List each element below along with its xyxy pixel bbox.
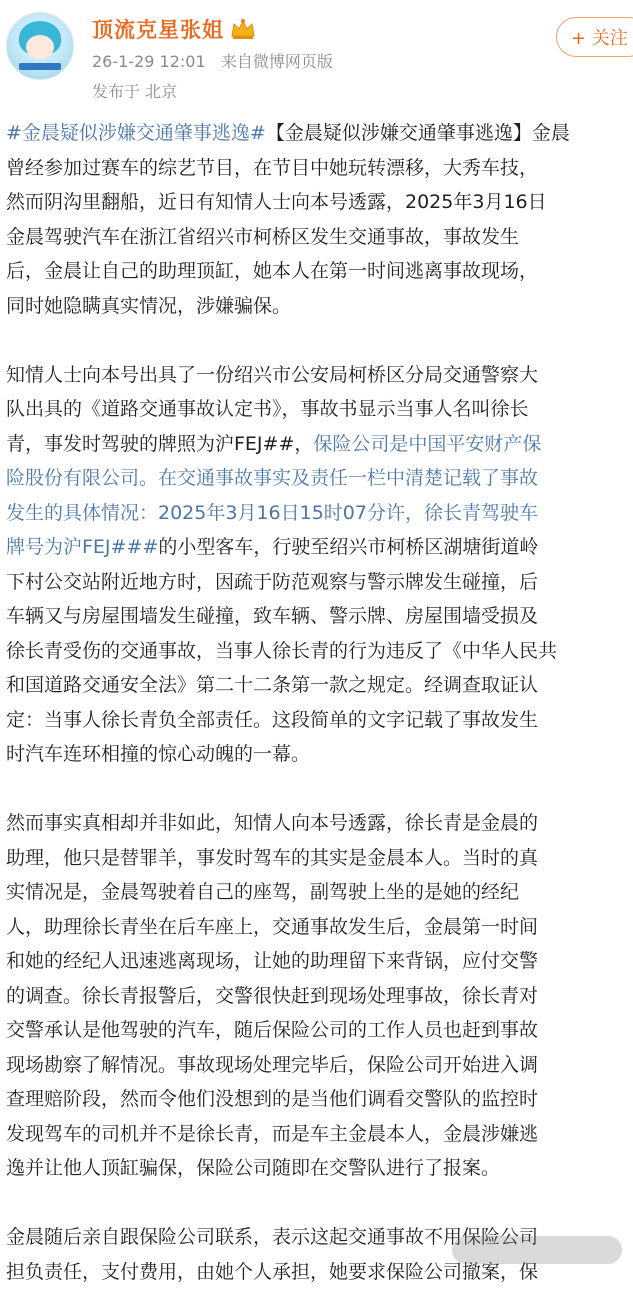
post-line xyxy=(6,841,633,876)
post-line xyxy=(6,737,633,772)
post-line xyxy=(6,599,633,634)
post-text: 队出具的《道路交通事故认定书》，事故书显示当事人名叫徐长 xyxy=(6,398,529,420)
paragraph-gap xyxy=(6,1186,633,1221)
post-line xyxy=(6,1013,633,1048)
post-text: 和她的经纪人迅速逃离现场，让她的助理留下来背锅，应付交警 xyxy=(6,950,538,972)
post-source: 来自微博网页版 xyxy=(221,52,333,71)
post-line xyxy=(6,530,633,565)
post-text: 发现驾车的司机并不是徐长青，而是车主金晨本人，金晨涉嫌逃 xyxy=(6,1123,538,1145)
post-text: 时汽车连环相撞的惊心动魄的一幕。 xyxy=(6,743,310,765)
post-text: 知情人士向本号出具了一份绍兴市公安局柯桥区分局交通警察大 xyxy=(6,364,538,386)
hashtag-link[interactable]: 牌号为沪FEJ### xyxy=(6,536,158,558)
post-line xyxy=(6,910,633,945)
post-content xyxy=(6,116,633,1289)
hashtag-link[interactable]: 险股份有限公司。在交通事故事实及责任一栏中清楚记载了事故 xyxy=(6,467,538,489)
post-text: 同时她隐瞒真实情况，涉嫌骗保。 xyxy=(6,295,291,317)
post-text: 车辆又与房屋围墙发生碰撞，致车辆、警示牌、房屋围墙受损及 xyxy=(6,605,538,627)
watermark-overlay xyxy=(452,1236,622,1264)
post-line xyxy=(6,1082,633,1117)
post-line xyxy=(6,1117,633,1152)
post-line xyxy=(6,668,633,703)
name-row xyxy=(92,14,256,44)
post-header xyxy=(0,0,633,110)
post-text: 的小型客车，行驶至绍兴市柯桥区湖塘街道岭 xyxy=(158,536,538,558)
post-line xyxy=(6,1151,633,1186)
post-text: 徐长青受伤的交通事故，当事人徐长青的行为违反了《中华人民共 xyxy=(6,640,557,662)
post-line xyxy=(6,634,633,669)
post-line xyxy=(6,185,633,220)
post-text: 金晨随后亲自跟保险公司联系，表示这起交通事故不用保险公司 xyxy=(6,1226,538,1248)
post-line xyxy=(6,392,633,427)
post-text: 助理，他只是替罪羊，事发时驾车的其实是金晨本人。当时的真 xyxy=(6,847,538,869)
post-line xyxy=(6,116,633,151)
post-line xyxy=(6,254,633,289)
post-text: 的调查。徐长青报警后，交警很快赶到现场处理事故，徐长青对 xyxy=(6,985,538,1007)
post-text: 金晨驾驶汽车在浙江省绍兴市柯桥区发生交通事故，事故发生 xyxy=(6,226,519,248)
post-line xyxy=(6,496,633,531)
post-text: 后，金晨让自己的助理顶缸，她本人在第一时间逃离事故现场， xyxy=(6,260,538,282)
post-line xyxy=(6,806,633,841)
post-text: 和国道路交通安全法》第二十二条第一款之规定。经调查取证认 xyxy=(6,674,538,696)
post-text: 查理赔阶段，然而令他们没想到的是当他们调看交警队的监控时 xyxy=(6,1088,538,1110)
post-text: 【金晨疑似涉嫌交通肇事逃逸】金晨 xyxy=(266,122,570,144)
post-text: 现场勘察了解情况。事故现场处理完毕后，保险公司开始进入调 xyxy=(6,1054,538,1076)
post-text: 定：当事人徐长青负全部责任。这段简单的文字记载了事故发生 xyxy=(6,709,538,731)
post-line xyxy=(6,703,633,738)
post-line xyxy=(6,461,633,496)
post-text: 下村公交站附近地方时，因疏于防范观察与警示牌发生碰撞，后 xyxy=(6,571,538,593)
hashtag-link[interactable]: #金晨疑似涉嫌交通肇事逃逸# xyxy=(6,122,266,144)
post-text: 交警承认是他驾驶的汽车，随后保险公司的工作人员也赶到事故 xyxy=(6,1019,538,1041)
paragraph-gap xyxy=(6,772,633,807)
post-line xyxy=(6,289,633,324)
post-meta xyxy=(92,49,333,72)
post-text: 实情况是，金晨驾驶着自己的座驾，副驾驶上坐的是她的经纪 xyxy=(6,881,519,903)
post-line xyxy=(6,1048,633,1083)
follow-button[interactable]: + 关注 xyxy=(556,17,633,57)
crown-icon xyxy=(230,18,256,40)
avatar[interactable] xyxy=(6,12,74,80)
post-text: 人，助理徐长青坐在后车座上，交通事故发生后，金晨第一时间 xyxy=(6,916,538,938)
post-text: 曾经参加过赛车的综艺节目，在节目中她玩转漂移，大秀车技， xyxy=(6,157,538,179)
post-line xyxy=(6,220,633,255)
post-line xyxy=(6,427,633,462)
post-line xyxy=(6,979,633,1014)
hashtag-link[interactable]: 发生的具体情况：2025年3月16日15时07分许，徐长青驾驶车 xyxy=(6,502,538,524)
post-text: 担负责任，支付费用，由她个人承担，她要求保险公司撤案，保 xyxy=(6,1261,538,1283)
post-text: 逸并让他人顶缸骗保，保险公司随即在交警队进行了报案。 xyxy=(6,1157,500,1179)
post-line xyxy=(6,565,633,600)
user-name[interactable]: 顶流克星张姐 xyxy=(92,14,224,44)
post-line xyxy=(6,151,633,186)
paragraph-gap xyxy=(6,323,633,358)
post-line xyxy=(6,944,633,979)
timestamp: 26-1-29 12:01 xyxy=(92,52,206,71)
post-line xyxy=(6,358,633,393)
post-text: 青，事发时驾驶的牌照为沪FEJ##， xyxy=(6,433,313,455)
hashtag-link[interactable]: 保险公司是中国平安财产保 xyxy=(313,433,541,455)
post-text: 然而事实真相却并非如此，知情人向本号透露，徐长青是金晨的 xyxy=(6,812,538,834)
post-location: 发布于 北京 xyxy=(92,79,177,102)
post-line xyxy=(6,875,633,910)
post-text: 然而阴沟里翻船，近日有知情人士向本号透露，2025年3月16日 xyxy=(6,191,547,213)
